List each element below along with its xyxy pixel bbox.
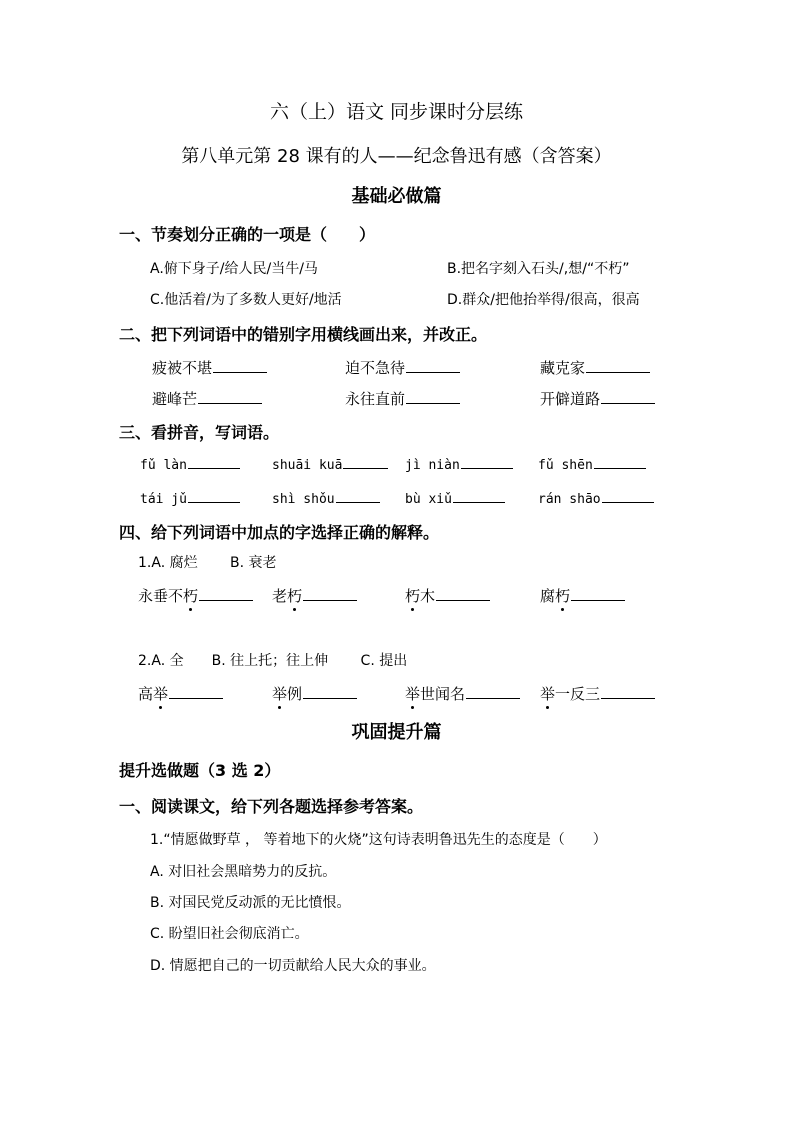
pinyin-item [140, 488, 240, 507]
advanced-option-c: C. 盼望旧社会彻底消亡。 [150, 926, 309, 942]
answer-blank[interactable] [188, 488, 240, 503]
word-part: 一反三 [555, 685, 601, 703]
word-part: 老 [272, 587, 288, 605]
pinyin-item [272, 454, 388, 473]
dotted-character: 举 [153, 685, 169, 703]
question-4-stem: 四、给下列词语中加点的字选择正确的解释。 [119, 523, 440, 542]
answer-blank[interactable] [336, 488, 380, 503]
section-heading-advanced: 巩固提升篇 [351, 722, 442, 743]
word-part: 永垂不 [138, 587, 184, 605]
pinyin-text: rán shāo [538, 492, 601, 507]
pinyin-item [405, 488, 505, 507]
dotted-character: 朽 [287, 587, 303, 605]
q2-word-text: 迫不急待 [345, 359, 406, 377]
word-part: 例 [287, 685, 303, 703]
q4-word [138, 683, 223, 704]
q4-group-1-options: 1.A. 腐烂 B. 衰老 [138, 555, 277, 571]
advanced-question-1-stem: 一、阅读课文，给下列各题选择参考答案。 [119, 797, 424, 816]
q2-word [152, 357, 267, 378]
dotted-character: 朽 [555, 587, 571, 605]
answer-blank[interactable] [453, 488, 505, 503]
answer-blank[interactable] [303, 586, 357, 601]
answer-blank[interactable] [213, 358, 267, 373]
pinyin-text: shuāi kuā [272, 458, 343, 473]
dotted-character: 举 [540, 685, 556, 703]
q2-word-text: 疲被不堪 [152, 359, 213, 377]
q2-word-text: 避峰芒 [152, 390, 198, 408]
q2-word [345, 388, 460, 409]
dotted-character: 举 [272, 685, 288, 703]
pinyin-text: tái jǔ [140, 492, 187, 507]
answer-blank[interactable] [586, 358, 650, 373]
q1-option-a: A.俯下身子/给人民/当牛/马 [150, 261, 318, 277]
pinyin-text: jì niàn [405, 458, 460, 473]
q2-word-text: 开僻道路 [540, 390, 601, 408]
answer-blank[interactable] [601, 684, 655, 699]
answer-blank[interactable] [198, 389, 262, 404]
q4-word [272, 683, 357, 704]
word-part: 高 [138, 685, 154, 703]
answer-blank[interactable] [303, 684, 357, 699]
dotted-character: 举 [405, 685, 421, 703]
dotted-character: 朽 [405, 587, 421, 605]
pinyin-item [272, 488, 380, 507]
q4-word [540, 683, 655, 704]
question-3-stem: 三、看拼音，写词语。 [119, 423, 280, 442]
advanced-option-d: D. 情愿把自己的一切贡献给人民大众的事业。 [150, 958, 436, 974]
q4-word [405, 585, 490, 606]
q4-group-2-options: 2.A. 全 B. 往上托；往上伸 C. 提出 [138, 653, 408, 669]
advanced-option-b: B. 对国民党反动派的无比憤恨。 [150, 895, 351, 911]
pinyin-item [140, 454, 240, 473]
answer-blank[interactable] [169, 684, 223, 699]
answer-blank[interactable] [571, 586, 625, 601]
answer-blank[interactable] [601, 389, 655, 404]
section-heading-basic: 基础必做篇 [351, 186, 442, 207]
answer-blank[interactable] [406, 358, 460, 373]
pinyin-item [538, 488, 654, 507]
q2-word [152, 388, 262, 409]
answer-blank[interactable] [594, 454, 646, 469]
page-subtitle: 第八单元第 28 课有的人——纪念鲁迅有感（含答案） [181, 146, 612, 167]
pinyin-text: fǔ shēn [538, 458, 593, 473]
q4-word [405, 683, 520, 704]
advanced-sub-question-1: 1.“情愿做野草 ， 等着地下的火烧”这句诗表明鲁迅先生的态度是（ ） [150, 832, 607, 848]
pinyin-text: fǔ làn [140, 458, 187, 473]
answer-blank[interactable] [199, 586, 253, 601]
q4-word [138, 585, 253, 606]
pinyin-text: shì shǒu [272, 492, 335, 507]
word-part: 世闻名 [420, 685, 466, 703]
word-part: 腐 [540, 587, 556, 605]
q1-option-b: B.把名字刻入石头/,想/“不朽” [447, 261, 630, 277]
q2-word [540, 357, 650, 378]
q4-word [540, 585, 625, 606]
selection-note: 提升选做题（3 选 2） [119, 761, 281, 780]
question-1-stem: 一、节奏划分正确的一项是（ ） [119, 225, 376, 244]
answer-blank[interactable] [466, 684, 520, 699]
q4-word [272, 585, 357, 606]
answer-blank[interactable] [406, 389, 460, 404]
pinyin-item [538, 454, 646, 473]
answer-blank[interactable] [602, 488, 654, 503]
answer-blank[interactable] [343, 454, 388, 469]
q1-option-c: C.他活着/为了多数人更好/地活 [150, 292, 342, 308]
q2-word [345, 357, 460, 378]
answer-blank[interactable] [436, 586, 490, 601]
pinyin-text: bù xiǔ [405, 492, 452, 507]
pinyin-item [405, 454, 513, 473]
page-title: 六（上）语文 同步课时分层练 [269, 101, 524, 123]
q2-word [540, 388, 655, 409]
answer-blank[interactable] [461, 454, 513, 469]
q2-word-text: 永往直前 [345, 390, 406, 408]
answer-blank[interactable] [188, 454, 240, 469]
q1-option-d: D.群众/把他抬举得/很高，很高 [447, 292, 640, 308]
advanced-option-a: A. 对旧社会黑暗势力的反抗。 [150, 864, 337, 880]
dotted-character: 朽 [183, 587, 199, 605]
q2-word-text: 藏克家 [540, 359, 586, 377]
question-2-stem: 二、把下列词语中的错别字用横线画出来，并改正。 [119, 325, 488, 344]
word-part: 木 [420, 587, 436, 605]
